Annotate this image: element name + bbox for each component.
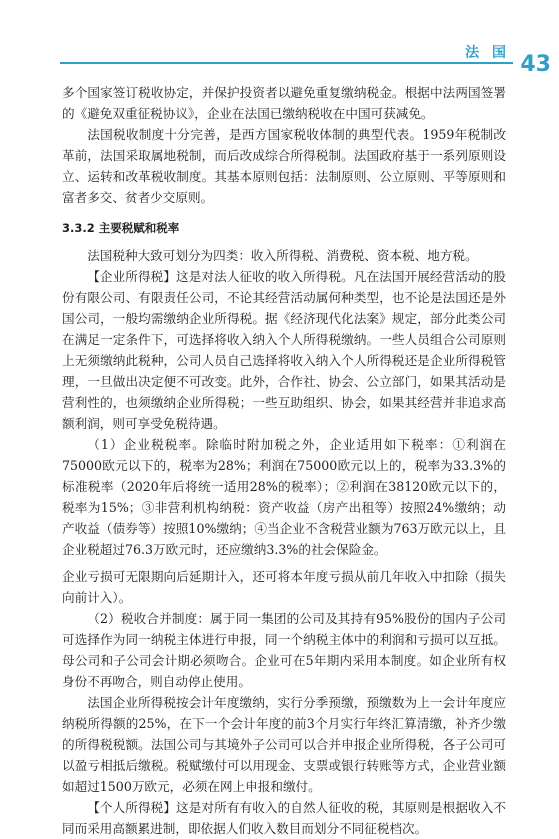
paragraph-loss-carry: 企业亏损可无限期向后延期计入，还可将本年度亏损从前几年收入中扣除（损失向前计入）。 (62, 569, 506, 605)
page-body (62, 82, 506, 839)
header-rule (60, 62, 559, 64)
paragraph-payment: 法国企业所得税按会计年度缴纳，实行分季预缴，预缴数为上一会计年度应纳税所得额的25%，在下一个会计年度的前3个月实行年终汇算清缴，补齐少缴的所得税税额。法国公司与其境外子公司可以合并申报企业所得税，各子公司可以盈亏相抵后缴税。税赋缴付可以用现金、支票或银行转账等方式，企业营业额如超过1500万欧元，必须在网上申报和缴付。 (62, 695, 506, 794)
chapter-title: 法 国 (465, 45, 510, 61)
paragraph-consolidation: （2）税收合并制度：属于同一集团的公司及其持有95%股份的国内子公司可选择作为同一纳税主体进行申报，同一个纳税主体中的利润和亏损可以互抵。母公司和子公司会计期必须吻合。企业可在5年期内采用本制度。如企业所有权身份不再吻合，则自动停止使用。 (62, 611, 506, 689)
paragraph-corporate-tax: 【企业所得税】这是对法人征收的收入所得税。凡在法国开展经营活动的股份有限公司、有限责任公司，不论其经营活动属何种类型，也不论是法国还是外国公司，一般均需缴纳企业所得税。据《经济现代化法案》规定，部分此类公司在满足一定条件下，可选择将收入纳入个人所得税缴纳。一些人员组合公司原则上无须缴纳此税种，公司人员自己选择将收入纳入个人所得税还是企业所得税管理，一旦做出决定便不可改变。此外，合作社、协会、公立部门，如果其活动是营利性的，也须缴纳企业所得税；一些互助组织、协会，如果其经营并非追求高额利润，则可享受免税待遇。 (62, 269, 506, 431)
page-number: 43 (520, 52, 551, 77)
paragraph-corporate-rates: （1）企业税税率。除临时附加税之外，企业适用如下税率：①利润在75000欧元以下的，税率为28%；利润在75000欧元以上的，税率为33.3%的标准税率（2020年后将统一适用28%的税率）；②利润在38120欧元以下的，税率为15%；③非营利机构纳税：资产收益（房产出租等）按照24%缴纳；动产收益（债券等）按照10%缴纳；④当企业不含税营业额为763万欧元以上，且企业税超过76.3万欧元时，还应缴纳3.3%的社会保险金。 (62, 437, 506, 557)
paragraph-tax-categories: 法国税种大致可划分为四类：收入所得税、消费税、资本税、地方税。 (87, 248, 478, 263)
section-heading: 3.3.2 主要税赋和税率 (62, 221, 180, 235)
paragraph-personal-tax: 【个人所得税】这是对所有有收入的自然人征收的税，其原则是根据收入不同而采用高额累进制，即依据人们收入数目而划分不同征税档次。 (62, 800, 506, 836)
paragraph-tax-treaties: 多个国家签订税收协定，并保护投资者以避免重复缴纳税金。根据中法两国签署的《避免双重征税协议》，企业在法国已缴纳税收在中国可获减免。 (62, 85, 506, 121)
paragraph-tax-system: 法国税收制度十分完善，是西方国家税收体制的典型代表。1959年税制改革前，法国采取属地税制，而后改成综合所得税制。法国政府基于一系列原则设立、运转和改革税收制度。其基本原则包括：法制原则、公立原则、平等原则和富者多交、贫者少交原则。 (62, 127, 506, 205)
